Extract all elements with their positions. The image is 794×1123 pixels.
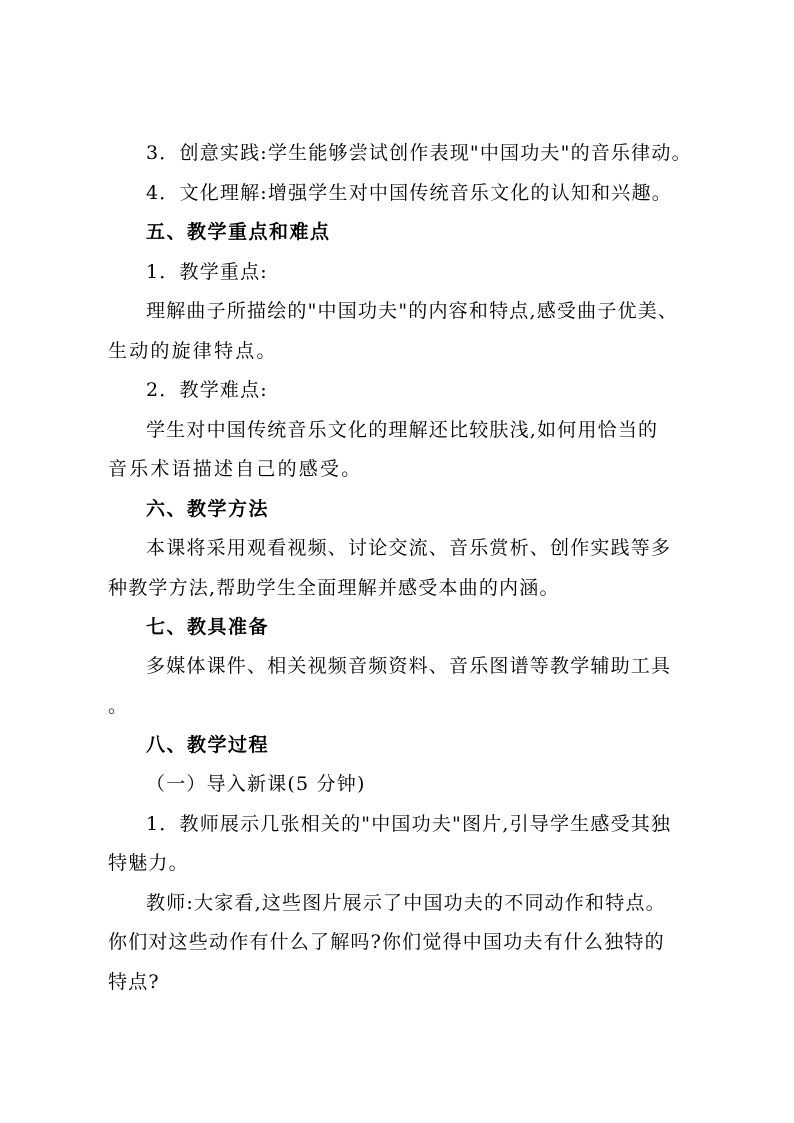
section-heading-6: 六、教学方法 xyxy=(146,498,270,520)
section-heading-7: 七、教具准备 xyxy=(146,616,270,638)
paragraph-methods-line2: 种教学方法,帮助学生全面理解并感受本曲的内涵。 xyxy=(108,577,560,599)
objective-3: 3．创意实践:学生能够尝试创作表现"中国功夫"的音乐律动。 xyxy=(146,142,692,164)
paragraph-difficulties-line2: 音乐术语描述自己的感受。 xyxy=(108,458,363,480)
paragraph-intro-step1-line1: 1．教师展示几张相关的"中国功夫"图片,引导学生感受其独 xyxy=(146,813,672,835)
section-heading-5: 五、教学重点和难点 xyxy=(146,221,331,243)
paragraph-key-points-line2: 生动的旋律特点。 xyxy=(108,340,278,362)
section-heading-8: 八、教学过程 xyxy=(146,734,270,756)
subheading-difficulties: 2．教学难点: xyxy=(146,379,268,401)
paragraph-tools-line1: 多媒体课件、相关视频音频资料、音乐图谱等教学辅助工具 xyxy=(146,655,672,677)
paragraph-difficulties-line1: 学生对中国传统音乐文化的理解还比较肤浅,如何用恰当的 xyxy=(146,419,659,441)
paragraph-key-points-line1: 理解曲子所描绘的"中国功夫"的内容和特点,感受曲子优美、 xyxy=(146,300,679,322)
paragraph-tools-line2: 。 xyxy=(108,695,129,717)
subheading-key-points: 1．教学重点: xyxy=(146,261,268,283)
paragraph-methods-line1: 本课将采用观看视频、讨论交流、音乐赏析、创作实践等多 xyxy=(146,537,672,559)
paragraph-teacher-line3: 特点? xyxy=(108,971,160,993)
objective-4: 4．文化理解:增强学生对中国传统音乐文化的认知和兴趣。 xyxy=(146,182,672,204)
paragraph-teacher-line2: 你们对这些动作有什么了解吗?你们觉得中国功夫有什么独特的 xyxy=(108,931,665,953)
subsection-intro: （一）导入新课(5 分钟) xyxy=(146,773,366,795)
paragraph-teacher-line1: 教师:大家看,这些图片展示了中国功夫的不同动作和特点。 xyxy=(146,892,666,914)
paragraph-intro-step1-line2: 特魅力。 xyxy=(108,852,189,874)
